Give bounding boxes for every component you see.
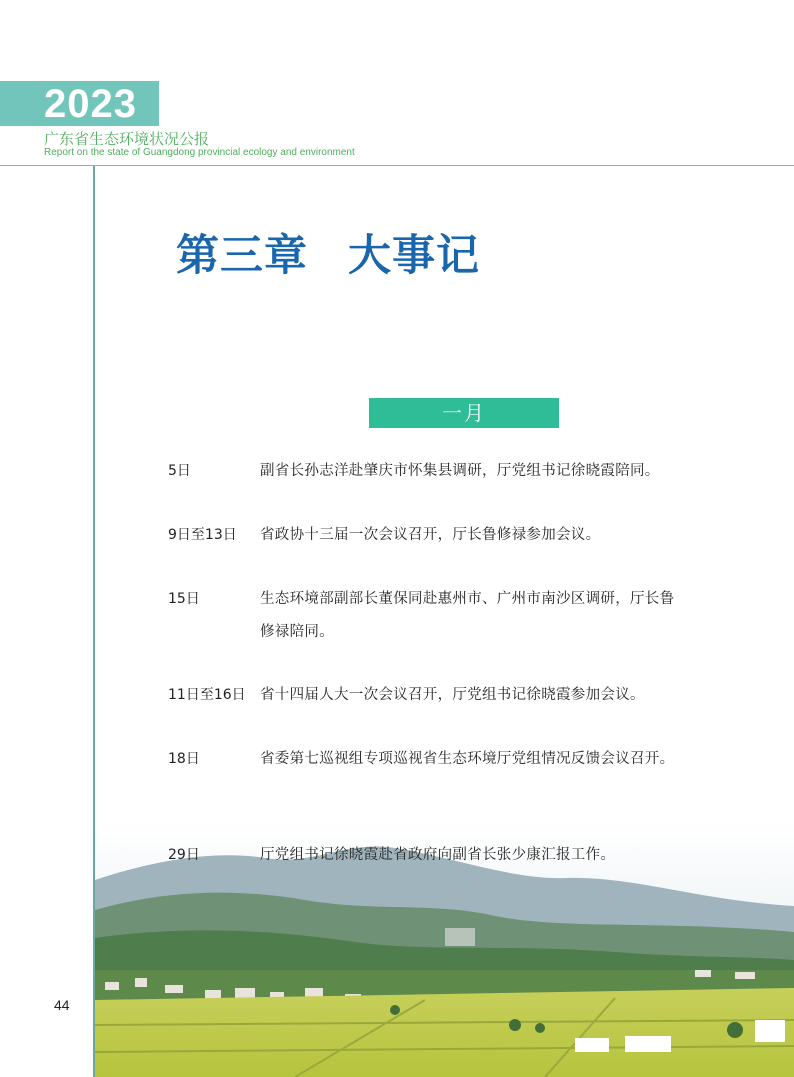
event-date: 11日至16日 — [168, 687, 246, 703]
chapter-number: 第三章 — [176, 231, 308, 281]
report-title-en: Report on the state of Guangdong provincial ecology and environment — [44, 147, 355, 158]
event-text: 省委第七巡视组专项巡视省生态环境厅党组情况反馈会议召开。 — [260, 751, 675, 767]
report-title-cn: 广东省生态环境状况公报 — [44, 130, 210, 148]
event-text: 省政协十三届一次会议召开，厅长鲁修禄参加会议。 — [260, 527, 601, 543]
event-date: 15日 — [168, 591, 200, 607]
event-text: 厅党组书记徐晓霞赴省政府向副省长张少康汇报工作。 — [260, 847, 616, 863]
event-text: 副省长孙志洋赴肇庆市怀集县调研，厅党组书记徐晓霞陪同。 — [260, 463, 660, 479]
event-date: 9日至13日 — [168, 527, 237, 543]
event-date: 18日 — [168, 751, 200, 767]
event-text: 省十四届人大一次会议召开，厅党组书记徐晓霞参加会议。 — [260, 687, 645, 703]
chapter-title — [176, 228, 480, 284]
page-number: 44 — [54, 997, 70, 1013]
month-heading: 一月 — [369, 398, 559, 428]
report-year: 2023 — [44, 82, 137, 126]
event-date: 5日 — [168, 463, 191, 479]
header-divider — [0, 165, 794, 166]
event-date: 29日 — [168, 847, 200, 863]
event-text: 生态环境部副部长董保同赴惠州市、广州市南沙区调研，厅长鲁修禄陪同。 — [260, 591, 675, 640]
chapter-name: 大事记 — [348, 231, 480, 281]
